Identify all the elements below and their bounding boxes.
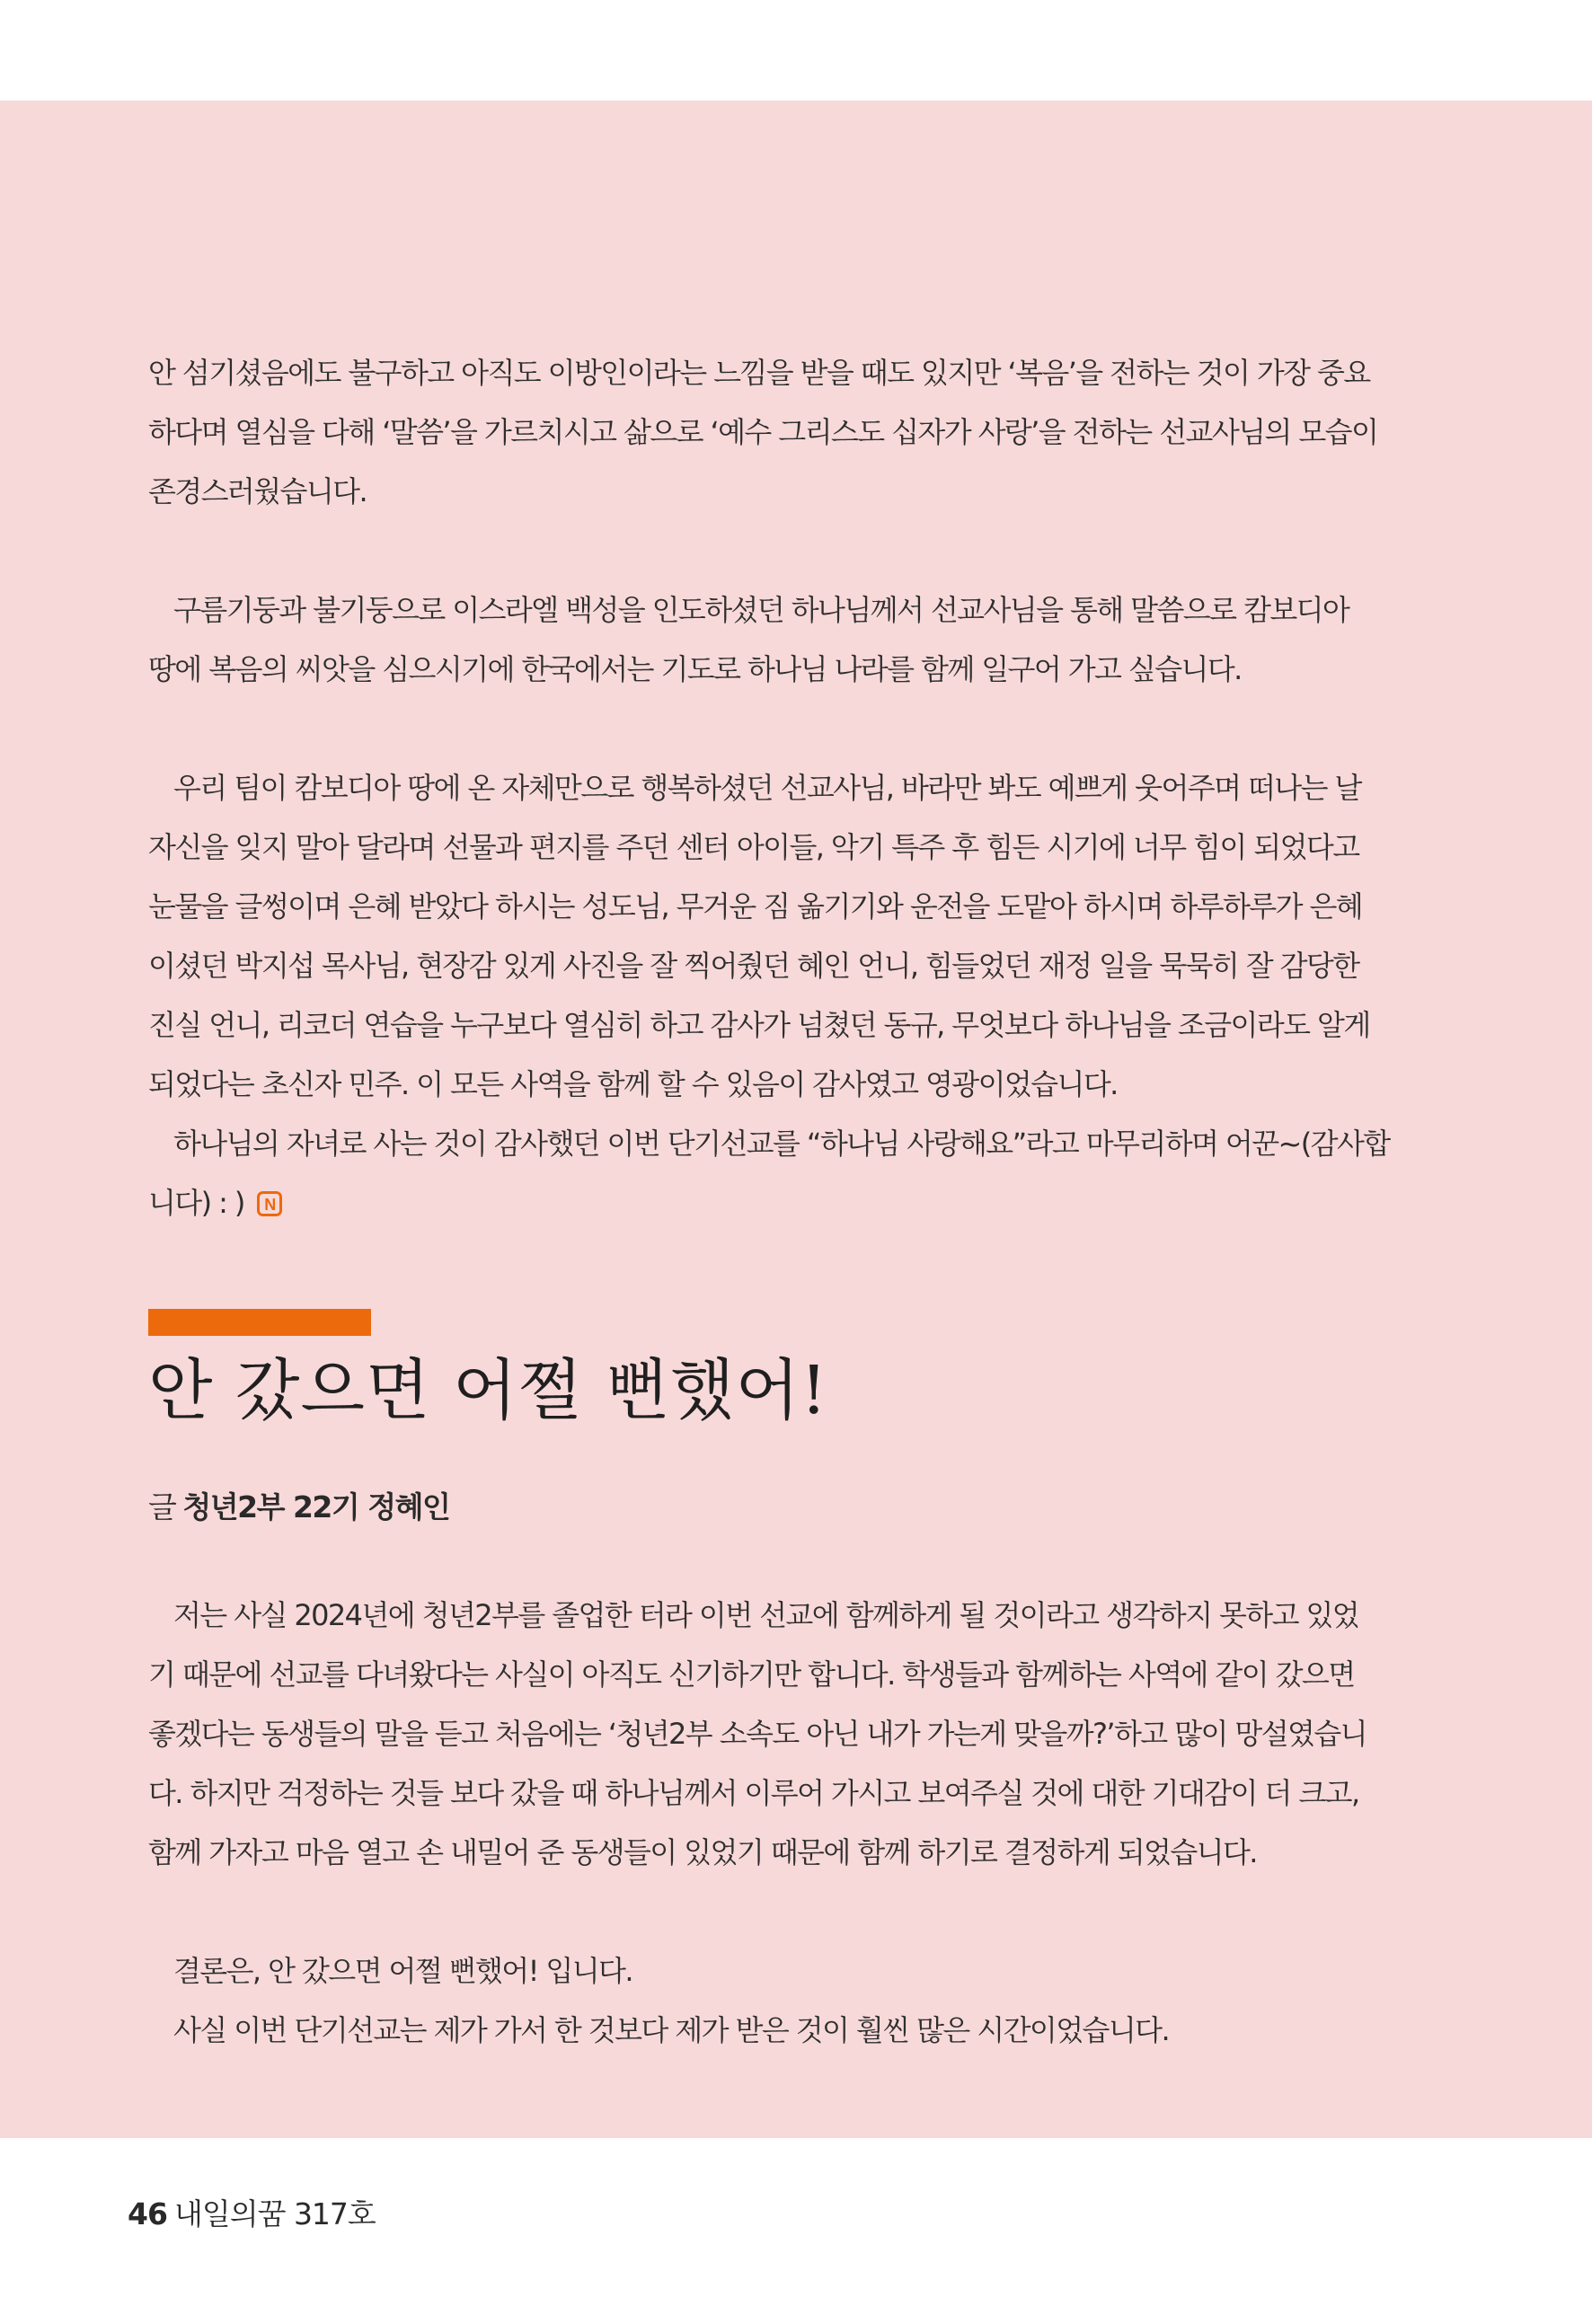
article1-line: 우리 팀이 캄보디아 땅에 온 자체만으로 행복하셨던 선교사님, 바라만 봐도 예쁘게 웃어주며 떠나는 날 — [173, 771, 1361, 805]
article1-line: 자신을 잊지 말아 달라며 선물과 편지를 주던 센터 아이들, 악기 특주 후 힘든 시기에 너무 힘이 되었다고 — [148, 830, 1359, 864]
article1-line: 안 섬기셨음에도 불구하고 아직도 이방인이라는 느낌을 받을 때도 있지만 ‘복음’을 전하는 것이 가장 중요 — [148, 356, 1370, 390]
article2-line: 저는 사실 2024년에 청년2부를 졸업한 터라 이번 선교에 함께하게 될 것이라고 생각하지 못하고 있었 — [173, 1598, 1359, 1632]
article2-title: 안 갔으면 어쩔 뻔했어! — [148, 1352, 828, 1429]
article2-body — [148, 1586, 1442, 2060]
section-accent-bar — [148, 1309, 371, 1336]
article1-line: 니다) : ) — [148, 1186, 244, 1220]
byline-author: 청년2부 22기 정혜인 — [182, 1489, 450, 1524]
page-footer — [128, 2192, 376, 2237]
article1-last-line — [148, 1173, 1442, 1233]
article1-line: 되었다는 초신자 민주. 이 모든 사역을 함께 할 수 있음이 감사였고 영광이었습니다. — [148, 1067, 1118, 1101]
article1-line: 존경스러웠습니다. — [148, 474, 367, 508]
end-mark-letter: N — [264, 1196, 275, 1214]
article2-line: 함께 가자고 마음 열고 손 내밀어 준 동생들이 있었기 때문에 함께 하기로 결정하게 되었습니다. — [148, 1835, 1257, 1869]
article1-line: 진실 언니, 리코더 연습을 누구보다 열심히 하고 감사가 넘쳤던 동규, 무엇보다 하나님을 조금이라도 알게 — [148, 1008, 1370, 1042]
byline-prefix: 글 — [148, 1489, 176, 1524]
article2-line: 사실 이번 단기선교는 제가 가서 한 것보다 제가 받은 것이 훨씬 많은 시간이었습니다. — [173, 2013, 1170, 2047]
article1-line: 이셨던 박지섭 목사님, 현장감 있게 사진을 잘 찍어줬던 혜인 언니, 힘들었던 재정 일을 묵묵히 잘 감당한 — [148, 949, 1359, 983]
article2-line: 기 때문에 선교를 다녀왔다는 사실이 아직도 신기하기만 합니다. 학생들과 함께하는 사역에 같이 갔으면 — [148, 1657, 1355, 1692]
article1-line: 구름기둥과 불기둥으로 이스라엘 백성을 인도하셨던 하나님께서 선교사님을 통해 말씀으로 캄보디아 — [173, 593, 1349, 627]
article1-line: 하다며 열심을 다해 ‘말씀’을 가르치시고 삶으로 ‘예수 그리스도 십자가 사랑’을 전하는 선교사님의 모습이 — [148, 415, 1378, 449]
page-number: 46 — [128, 2196, 167, 2231]
article2-line: 좋겠다는 동생들의 말을 듣고 처음에는 ‘청년2부 소속도 아닌 내가 가는게 맞을까?’하고 많이 망설였습니 — [148, 1717, 1366, 1751]
article1-line: 하나님의 자녀로 사는 것이 감사했던 이번 단기선교를 “하나님 사랑해요”라고 마무리하며 어꾼~(감사합 — [173, 1127, 1390, 1161]
article1-body — [148, 343, 1442, 1233]
magazine-issue: 내일의꿈 317호 — [173, 2196, 376, 2231]
article2-line: 결론은, 안 갔으면 어쩔 뻔했어! 입니다. — [173, 1954, 632, 1988]
article1-line: 땅에 복음의 씨앗을 심으시기에 한국에서는 기도로 하나님 나라를 함께 일구어 가고 싶습니다. — [148, 652, 1242, 686]
end-mark-icon — [257, 1177, 282, 1214]
article1-line: 눈물을 글썽이며 은혜 받았다 하시는 성도님, 무거운 짐 옮기기와 운전을 도맡아 하시며 하루하루가 은혜 — [148, 889, 1363, 923]
byline — [148, 1480, 449, 1534]
article2-line: 다. 하지만 걱정하는 것들 보다 갔을 때 하나님께서 이루어 가시고 보여주실 것에 대한 기대감이 더 크고, — [148, 1776, 1359, 1810]
